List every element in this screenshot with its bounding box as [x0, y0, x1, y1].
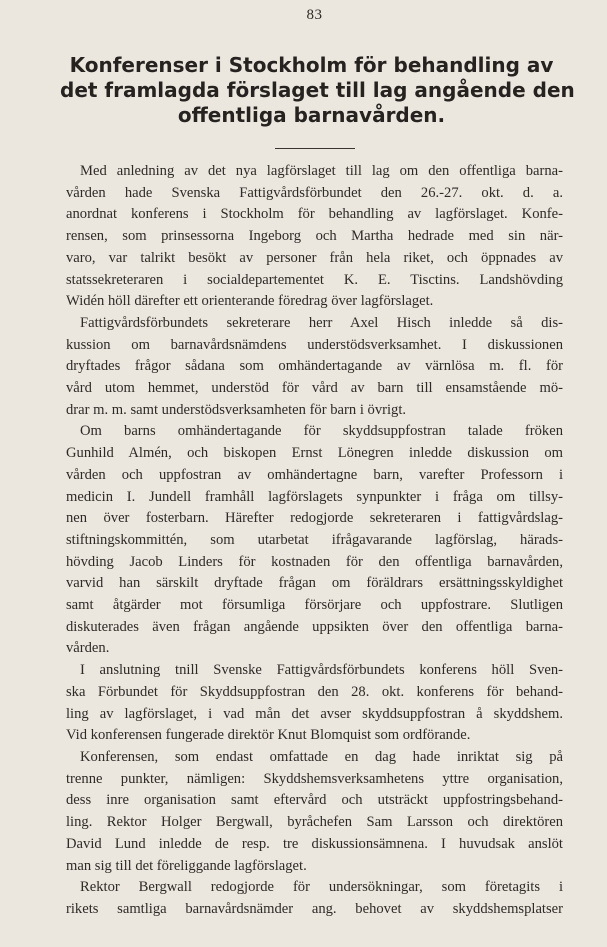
text-line: medicin I. Jundell framhåll lagförslagets synpunkter i fråga om tillsy- — [66, 488, 563, 505]
article-title — [60, 53, 575, 128]
text-line: vården och uppfostran av omhändertagne barn, varefter Professorn i — [66, 466, 563, 483]
text-line: nen över fosterbarn. Härefter redogjorde sekreteraren i fattigvårdslag- — [66, 510, 563, 527]
text-line: Widén höll därefter ett orienterande föredrag över lagförslaget. — [66, 293, 434, 310]
text-line: Konferensen, som endast omfattade en dag hade inriktat sig på — [80, 748, 563, 765]
text-line: rikets samtliga barnavårdsnämder ang. behovet av skyddshemsplatser — [66, 900, 563, 917]
page-number: 83 — [306, 7, 323, 23]
text-line: Fattigvårdsförbundets sekreterare herr Axel Hisch inledde så dis- — [80, 314, 563, 331]
text-line: ling. Rektor Holger Bergwall, byråchefen Sam Larsson och direktören — [66, 814, 563, 831]
text-line: David Lund inledde de resp. tre diskussionsämnena. I huvudsak anslöt — [66, 835, 563, 852]
text-line: drar m. m. samt understödsverksamheten för barn i övrigt. — [66, 401, 407, 418]
text-line: ska Förbundet för Skyddsuppfostran den 28. okt. konferens för behand- — [66, 683, 563, 700]
text-line: vården hade Svenska Fattigvårdsförbundet den 26.-27. okt. d. a. — [66, 184, 563, 201]
text-line: rensen, som prinsessorna Ingeborg och Martha hedrade med sin när- — [66, 228, 563, 245]
text-line: varvid han särskilt dryftade frågan om föräldrars ersättningsskyldighet — [66, 575, 563, 592]
text-line: vården. — [66, 640, 110, 657]
text-line: man sig till det föreliggande lagförslaget. — [66, 857, 307, 874]
text-line: dess inre organisation samt eftervård och utsträckt uppfostringsbehand- — [66, 792, 563, 809]
title-divider — [275, 148, 355, 149]
text-line: Gunhild Almén, och biskopen Ernst Lönegren inledde diskussion om — [66, 445, 563, 462]
text-line: statssekreteraren i socialdepartementet K. E. Tisctins. Landshövding — [66, 271, 563, 288]
text-line: kussion om barnavårdsnämdens understödsverksamhet. I diskussionen — [66, 336, 563, 353]
text-line: Med anledning av det nya lagförslaget till lag om den offentliga barna- — [80, 163, 563, 179]
text-line: trenne punkter, nämligen: Skyddshemsverksamhetens yttre organisation, — [66, 770, 563, 787]
text-line: diskuterades även frågan angående uppsikten över den offentliga barna- — [66, 618, 563, 635]
text-line: Om barns omhändertagande för skyddsuppfostran talade fröken — [80, 423, 563, 440]
title-line: Konferenser i Stockholm för behandling av — [69, 53, 554, 77]
text-line: hövding Jacob Linders för kostnaden för den offentliga barnavården, — [66, 553, 563, 570]
text-line: samt åtgärder mot försumliga försörjare och uppfostrare. Slutligen — [66, 597, 563, 614]
text-line: Vid konferensen fungerade direktör Knut Blomquist som ordförande. — [66, 727, 471, 744]
text-line: ling av lagförslaget, i vad mån det avser skyddsuppfostran å skyddshem. — [66, 705, 563, 722]
text-line: Rektor Bergwall redogjorde för undersökningar, som företagits i — [80, 879, 563, 896]
title-line: offentliga barnavården. — [177, 103, 446, 127]
text-line: vård utom hemmet, understöd för vård av barn till ensamstående mö- — [66, 380, 563, 397]
text-line: varo, var talrikt besökt av personer från hela riket, och öppnades av — [66, 249, 563, 266]
text-line: stiftningskommittén, som utarbetat ifrågavarande lagförslag, härads- — [66, 531, 563, 548]
article-body — [66, 161, 563, 921]
text-line: dryftades frågor sådana som omhändertagande av värnlösa m. fl. för — [66, 358, 563, 375]
text-line: anordnat konferens i Stockholm för behandling av lagförslaget. Konfe- — [66, 206, 563, 223]
title-line: det framlagda förslaget till lag angående den — [60, 78, 575, 102]
text-line: I anslutning tnill Svenske Fattigvårdsförbundets konferens höll Sven- — [80, 662, 563, 679]
